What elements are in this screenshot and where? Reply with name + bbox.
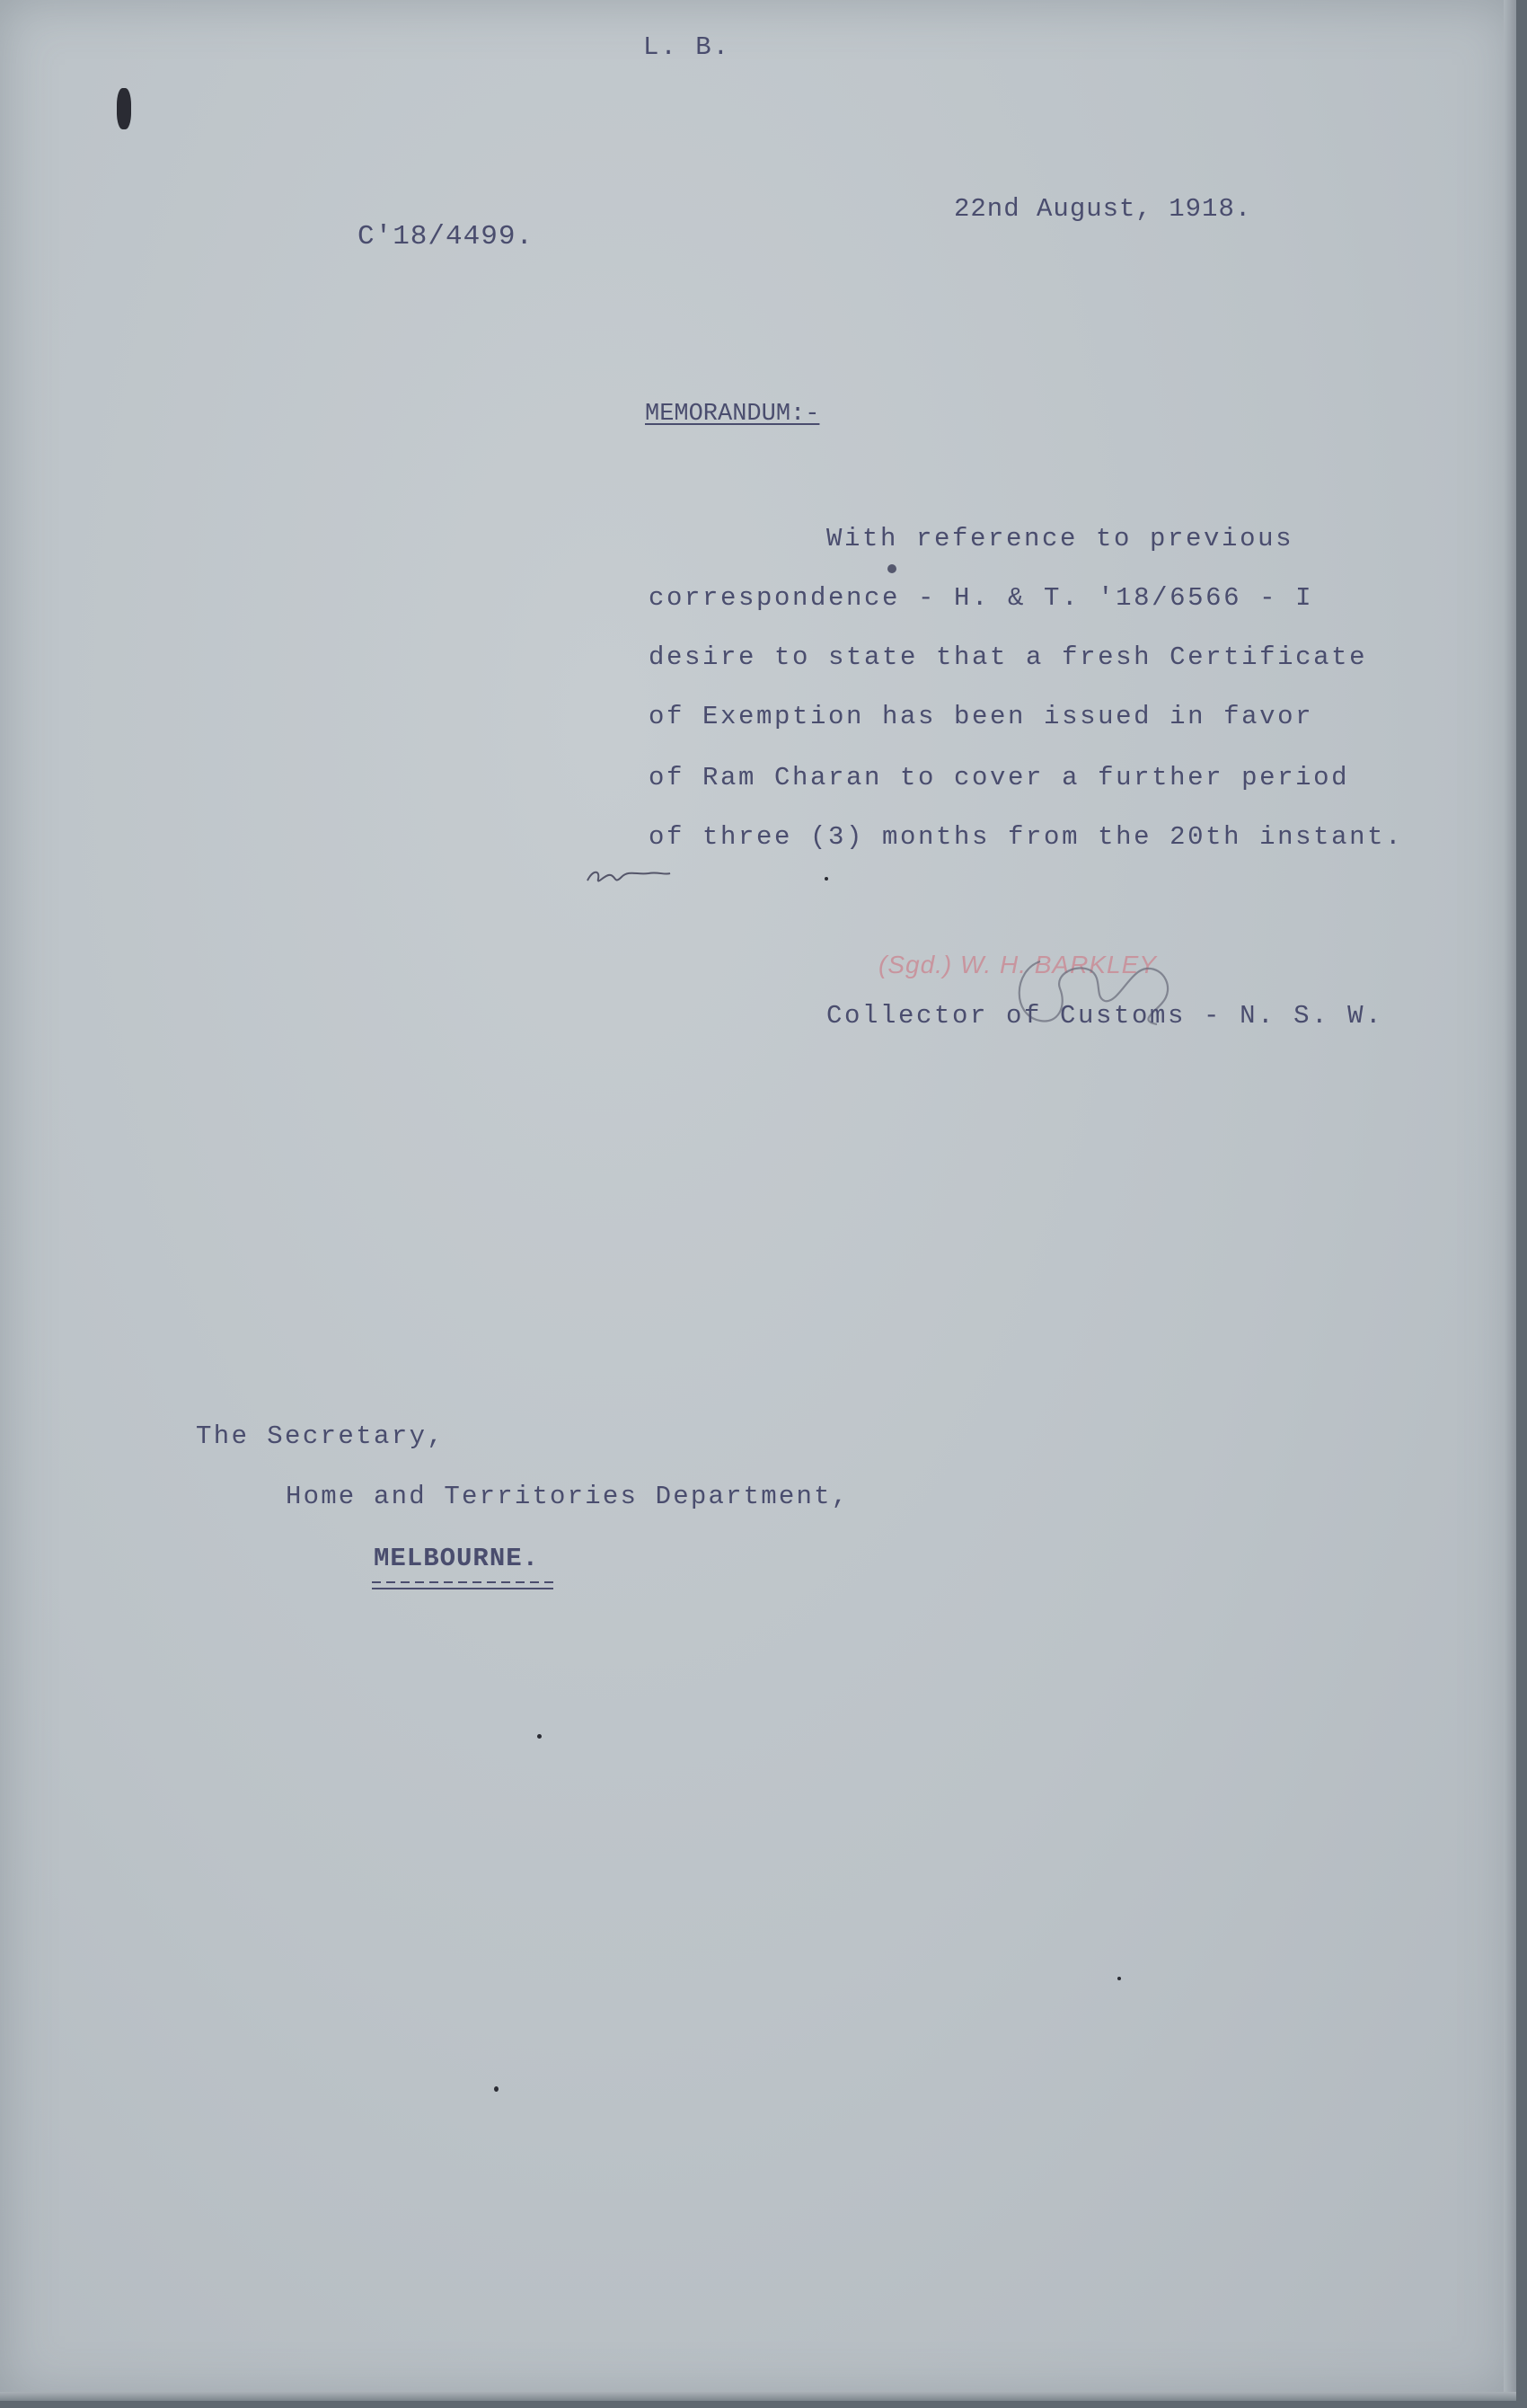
signatory-title: Collector of Customs - N. S. W. bbox=[826, 1001, 1384, 1031]
ink-speck bbox=[494, 2086, 499, 2092]
header-mark: L. B. bbox=[643, 32, 731, 62]
ink-speck bbox=[825, 877, 828, 881]
addressee-city: MELBOURNE. bbox=[374, 1544, 540, 1573]
underline-dashes bbox=[372, 1579, 553, 1591]
body-line: With reference to previous bbox=[826, 524, 1294, 553]
handwritten-initials bbox=[584, 863, 674, 890]
body-line: correspondence - H. & T. '18/6566 - I bbox=[649, 583, 1314, 613]
body-line: of three (3) months from the 20th instant. bbox=[649, 822, 1404, 852]
document-date: 22nd August, 1918. bbox=[954, 194, 1252, 224]
addressee-line: The Secretary, bbox=[196, 1421, 446, 1451]
signature-stamp: (Sgd.) W. H. BARKLEY bbox=[878, 951, 1157, 978]
paper-edge-right bbox=[1504, 0, 1516, 2401]
reference-number: C'18/4499. bbox=[357, 221, 534, 252]
body-line: desire to state that a fresh Certificate bbox=[649, 642, 1368, 672]
body-line: of Exemption has been issued in favor bbox=[649, 702, 1314, 731]
body-line: of Ram Charan to cover a further period bbox=[649, 763, 1350, 792]
ink-blot bbox=[117, 88, 131, 129]
ink-speck bbox=[1117, 1977, 1121, 1980]
memorandum-heading: MEMORANDUM:- bbox=[645, 401, 820, 428]
ink-speck bbox=[887, 564, 896, 573]
ink-speck bbox=[537, 1734, 542, 1739]
addressee-line: Home and Territories Department, bbox=[286, 1482, 850, 1511]
paper-edge-bottom bbox=[0, 2392, 1516, 2401]
